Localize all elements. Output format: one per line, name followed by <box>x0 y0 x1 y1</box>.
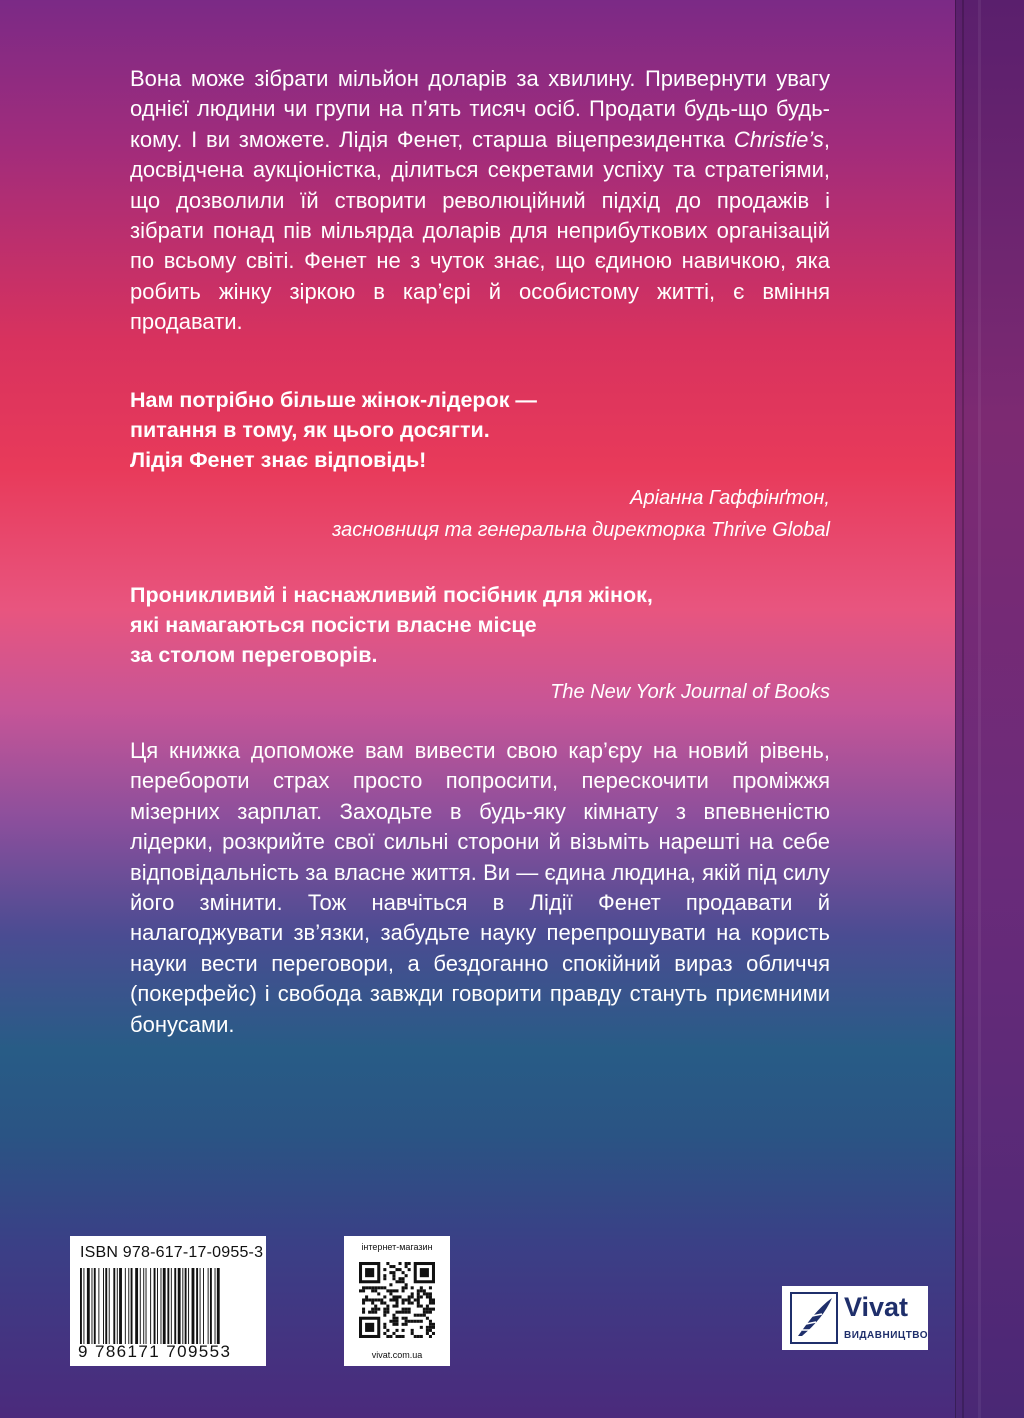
quote-1-line: Нам потрібно більше жінок-лідерок — <box>130 388 537 412</box>
qr-top-label: інтернет-магазин <box>361 1242 433 1252</box>
publisher-name: Vivat <box>844 1292 909 1322</box>
quote-1 <box>130 385 830 475</box>
quote-1-attribution <box>130 482 830 546</box>
quote-2-line: Проникливий і наснажливий посібник для жінок, <box>130 583 653 607</box>
qr-code-box <box>344 1236 450 1366</box>
quote-1-role: засновниця та генеральна директорка Thrive Global <box>332 519 830 541</box>
barcode-icon <box>80 1268 258 1344</box>
qr-code-icon <box>359 1262 435 1338</box>
quote-2 <box>130 580 830 670</box>
book-spine <box>955 0 1024 1418</box>
barcode-digits: 9 786171 709553 <box>78 1342 232 1361</box>
quote-2-attribution <box>130 676 830 708</box>
description-paragraph-2: Ця книжка допоможе вам вивести свою кар’єру на новий рівень, перебороти страх просто попросити, перескочити проміжжя мізерних зарплат. Заходьте в будь-яку кімнату з впевненістю лідерки, розкрийте свої сильні сторони й візьміть нарешті на себе відповідальність за власне життя. Ви — єдина людина, якій під силу його змінити. Тож навчіться в Лідії Фенет продавати й налагоджувати зв’язки, забудьте науку перепрошувати на користь науки вести переговори, а бездоганно спокійний вираз обличчя (покерфейс) і свобода завжди говорити правду стануть приємними бонусами. <box>130 738 830 1037</box>
qr-bottom-label: vivat.com.ua <box>371 1350 423 1360</box>
isbn-barcode-box <box>70 1236 266 1366</box>
quote-2-line: які намагаються посісти власне місце <box>130 613 537 637</box>
paragraph-1-italic-christies: Christie’s <box>733 126 824 152</box>
description-paragraph-1 <box>130 64 830 338</box>
publisher-logo <box>782 1286 928 1350</box>
paragraph-1-text-a: Вона може зібрати мільйон доларів за хвилину. Привернути увагу однієї людини чи групи на п’ять тисяч осіб. Продати будь-що будь-кому. І ви зможете. Лідія Фенет, старша віцепрезидентка <box>130 66 830 152</box>
isbn-label: ISBN 978-617-17-0955-3 <box>80 1244 264 1261</box>
vivat-feather-icon <box>790 1292 838 1344</box>
quote-2-line: за столом переговорів. <box>130 643 378 667</box>
publisher-subtitle: ВИДАВНИЦТВО <box>844 1330 929 1341</box>
quote-1-line: питання в тому, як цього досягти. <box>130 418 490 442</box>
paragraph-1-text-b: , досвідчена аукціоністка, ділиться секретами успіху та стратегіями, що дозволили їй створити революційний підхід до продажів і зібрати понад пів мільярда доларів для неприбуткових організацій по всьому світі. Фенет не з чуток знає, що єдиною навичкою, яка робить жінку зіркою в кар’єрі й особистому житті, є вміння продавати. <box>130 126 830 335</box>
quote-2-source: The New York Journal of Books <box>550 681 830 703</box>
quote-1-author: Аріанна Гаффінґтон, <box>630 487 830 509</box>
quote-1-line: Лідія Фенет знає відповідь! <box>130 448 427 472</box>
